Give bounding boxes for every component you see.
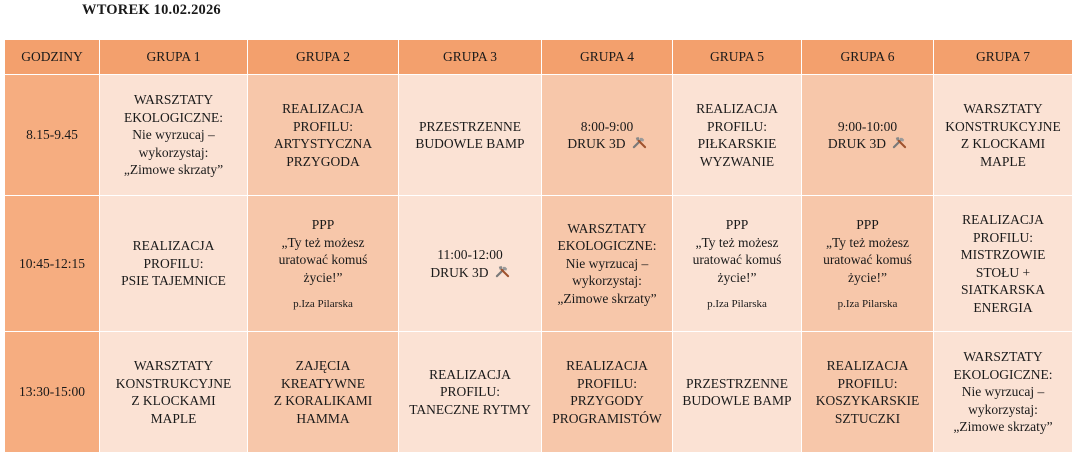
cell-line: MISTRZOWIE xyxy=(960,247,1046,262)
header-group-7: GRUPA 7 xyxy=(934,40,1073,75)
header-group-3: GRUPA 3 xyxy=(399,40,542,75)
cell-line: ARTYSTYCZNA xyxy=(273,136,373,151)
schedule-cell xyxy=(542,75,673,196)
header-group-1: GRUPA 1 xyxy=(100,40,248,75)
cell-line: REALIZACJA xyxy=(566,358,648,373)
cell-line: PROFILU: xyxy=(972,229,1033,245)
schedule-cell xyxy=(673,332,802,453)
cell-line: DRUK 3D xyxy=(567,136,626,151)
cell-line: PROGRAMISTÓW xyxy=(552,410,662,426)
cell-line: TANECZNE RYTMY xyxy=(409,401,531,417)
cell-line: REALIZACJA xyxy=(429,366,511,382)
cell-line: DRUK 3D xyxy=(430,264,489,280)
cell-line: Nie wyrzucaj – xyxy=(132,127,215,143)
cell-line: EKOLOGICZNE: xyxy=(557,238,657,254)
cell-line: uratować komuś xyxy=(692,252,782,267)
cell-line: EKOLOGICZNE: xyxy=(124,109,223,125)
cell-line: Nie wyrzucaj – xyxy=(565,255,649,271)
cell-line: WARSZTATY xyxy=(963,349,1043,365)
teacher-name: p.Iza Pilarska xyxy=(293,298,353,310)
cell-line: HAMMA xyxy=(296,410,350,426)
page-title: WTOREK 10.02.2026 xyxy=(82,2,221,18)
cell-line: STOŁU + xyxy=(975,264,1031,280)
schedule-cell xyxy=(399,196,542,332)
header-row xyxy=(5,40,1073,75)
cell-line: życie!” xyxy=(303,269,343,285)
cell-line: KONSTRUKCYJNE xyxy=(945,118,1061,134)
cell-line: wykorzystaj: xyxy=(572,273,642,289)
cell-line: PROFILU: xyxy=(706,118,767,134)
cell-line: WYZWANIE xyxy=(699,153,775,169)
cell-line: WARSZTATY xyxy=(963,101,1043,116)
cell-line: PROFILU: xyxy=(576,375,637,391)
schedule-cell xyxy=(802,75,934,196)
cell-line: PSIE TAJEMNICE xyxy=(121,273,226,289)
cell-line: PROFILU: xyxy=(837,375,898,391)
schedule-cell xyxy=(100,75,248,196)
cell-line: REALIZACJA xyxy=(282,101,364,116)
cell-line: 11:00-12:00 xyxy=(437,247,503,262)
cell-line: PRZYGODA xyxy=(286,153,360,169)
cell-line: Z KLOCKAMI xyxy=(960,136,1046,151)
schedule-cell xyxy=(399,75,542,196)
cell-line: wykorzystaj: xyxy=(138,144,209,160)
teacher-name: p.Iza Pilarska xyxy=(837,298,898,310)
cell-line: REALIZACJA xyxy=(826,358,909,373)
cell-line: uratować komuś xyxy=(823,252,912,267)
schedule-cell xyxy=(673,75,802,196)
header-group-4: GRUPA 4 xyxy=(542,40,673,75)
cell-line: PPP xyxy=(311,217,335,232)
cell-line: BUDOWLE BAMP xyxy=(415,136,525,151)
table-row xyxy=(5,332,1073,453)
schedule-cell xyxy=(934,75,1073,196)
cell-line: uratować komuś xyxy=(278,252,368,267)
schedule-cell xyxy=(100,332,248,453)
table-row xyxy=(5,196,1073,332)
cell-line: PRZYGODY xyxy=(570,393,644,408)
schedule-cell xyxy=(802,196,934,332)
cell-line: PROFILU: xyxy=(439,384,500,400)
cell-line: SZTUCZKI xyxy=(834,410,901,426)
schedule-cell xyxy=(248,332,399,453)
schedule-cell xyxy=(399,332,542,453)
header-group-5: GRUPA 5 xyxy=(673,40,802,75)
cell-line: PRZESTRZENNE xyxy=(418,118,521,134)
cell-line: życie!” xyxy=(848,269,887,285)
header-hours: GODZINY xyxy=(5,40,100,75)
table-row xyxy=(5,75,1073,196)
schedule-cell xyxy=(100,196,248,332)
cell-line: REALIZACJA xyxy=(962,212,1044,227)
tools-icon xyxy=(892,136,907,149)
cell-line: ENERGIA xyxy=(973,299,1033,315)
schedule-cell xyxy=(802,332,934,453)
cell-line: EKOLOGICZNE: xyxy=(953,366,1053,382)
cell-line: życie!” xyxy=(717,269,757,285)
cell-line: WARSZTATY xyxy=(567,220,647,236)
cell-line: KOSZYKARSKIE xyxy=(815,393,920,408)
schedule-table xyxy=(4,39,1073,453)
cell-line: „Ty też możesz xyxy=(281,234,365,250)
cell-line: „Zimowe skrzaty” xyxy=(557,290,657,306)
cell-line: PIŁKARSKIE xyxy=(697,136,777,151)
cell-line: PPP xyxy=(725,217,749,232)
cell-line: REALIZACJA xyxy=(132,238,215,254)
cell-line: MAPLE xyxy=(980,153,1026,169)
cell-line: KREATYWNE xyxy=(281,375,365,391)
cell-line: Z KLOCKAMI xyxy=(131,393,216,408)
cell-line: DRUK 3D xyxy=(827,136,887,151)
cell-line: PRZESTRZENNE xyxy=(685,375,788,391)
cell-line: ZAJĘCIA xyxy=(295,358,351,373)
schedule-cell xyxy=(542,332,673,453)
time-slot: 13:30-15:00 xyxy=(5,332,100,453)
schedule-cell xyxy=(673,196,802,332)
schedule-cell xyxy=(934,332,1073,453)
cell-line: „Ty też możesz xyxy=(825,234,909,250)
cell-line: „Ty też możesz xyxy=(695,234,779,250)
cell-line: „Zimowe skrzaty” xyxy=(953,419,1053,435)
schedule-cell xyxy=(248,75,399,196)
cell-line: wykorzystaj: xyxy=(968,401,1038,417)
cell-line: BUDOWLE BAMP xyxy=(682,393,792,408)
cell-line: KONSTRUKCYJNE xyxy=(115,375,232,391)
cell-line: PROFILU: xyxy=(292,118,353,134)
schedule-cell xyxy=(542,196,673,332)
cell-line: MAPLE xyxy=(150,410,197,426)
time-slot: 10:45-12:15 xyxy=(5,196,100,332)
cell-line: WARSZTATY xyxy=(133,358,214,373)
cell-line: SIATKARSKA xyxy=(960,282,1045,297)
cell-line: 9:00-10:00 xyxy=(837,118,898,134)
schedule-cell xyxy=(248,196,399,332)
cell-line: 8:00-9:00 xyxy=(580,118,634,134)
teacher-name: p.Iza Pilarska xyxy=(707,298,767,310)
cell-line: PPP xyxy=(856,217,879,232)
cell-line: „Zimowe skrzaty” xyxy=(123,162,224,178)
cell-line: WARSZTATY xyxy=(133,92,214,108)
cell-line: Z KORALIKAMI xyxy=(273,393,373,408)
cell-line: Nie wyrzucaj – xyxy=(961,384,1045,400)
tools-icon xyxy=(495,265,510,278)
time-slot: 8.15-9.45 xyxy=(5,75,100,196)
schedule-cell xyxy=(934,196,1073,332)
header-group-6: GRUPA 6 xyxy=(802,40,934,75)
cell-line: PROFILU: xyxy=(143,255,204,271)
header-group-2: GRUPA 2 xyxy=(248,40,399,75)
cell-line: REALIZACJA xyxy=(696,101,778,116)
tools-icon xyxy=(632,136,647,149)
